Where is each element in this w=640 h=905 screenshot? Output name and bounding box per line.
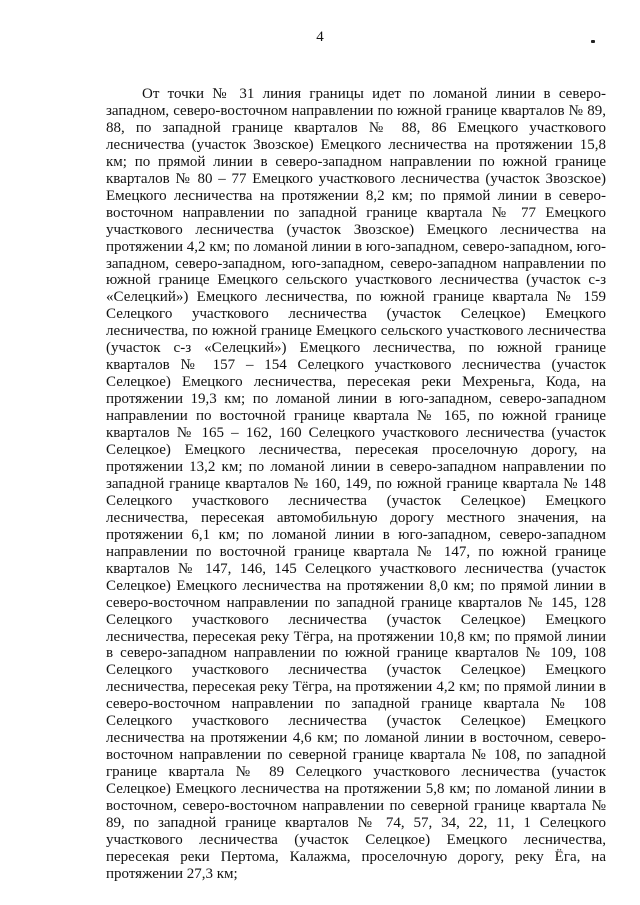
page-number: 4: [316, 29, 324, 45]
scan-mark: [591, 40, 595, 43]
body-paragraph: От точки № 31 линия границы идет по ломаной линии в северо-западном, северо-восточном направлении по южной границе кварталов № 89, 88, по западной границе кварталов № 88, 86 Емецкого участкового лесничества (участок Звозское) Емецкого лесничества на протяжении 15,8 км; по прямой линии в северо-западном направлении по южной границе кварталов № 80 – 77 Емецкого участкового лесничества (участок Звозское) Емецкого лесничества на протяжении 8,2 км; по прямой линии в северо-восточном направлении по западной границе квартала № 77 Емецкого участкового лесничества (участок Звозское) Емецкого лесничества на протяжении 4,2 км; по ломаной линии в юго-западном, северо-западном, юго-западном, северо-западном, юго-западном, северо-западном направлении по южной границе Емецкого сельского участкового лесничества (участок с-з «Селецкий») Емецкого лесничества, по южной границе квартала № 159 Селецкого участкового лесничества (участок Селецкое) Емецкого лесничества, по южной границе Емецкого сельского участкового лесничества (участок с-з «Селецкий») Емецкого лесничества, по южной границе кварталов № 157 – 154 Селецкого участкового лесничества (участок Селецкое) Емецкого лесничества, пересекая реки Мехреньга, Кода, на протяжении 19,3 км; по ломаной линии в юго-западном, северо-западном направлении по восточной границе квартала № 165, по южной границе кварталов № 165 – 162, 160 Селецкого участкового лесничества (участок Селецкое) Емецкого лесничества, пересекая проселочную дорогу, на протяжении 13,2 км; по ломаной линии в северо-западном направлении по западной границе кварталов № 160, 149, по южной границе квартала № 148 Селецкого участкового лесничества (участок Селецкое) Емецкого лесничества, пересекая автомобильную дорогу местного значения, на протяжении 6,1 км; по ломаной линии в юго-западном, северо-западном направлении по восточной границе квартала № 147, по южной границе кварталов № 147, 146, 145 Селецкого участкового лесничества (участок Селецкое) Емецкого лесничества на протяжении 8,0 км; по прямой линии в северо-восточном направлении по западной границе кварталов № 145, 128 Селецкого участкового лесничества (участок Селецкое) Емецкого лесничества, пересекая реку Тёгра, на протяжении 10,8 км; по прямой линии в северо-западном направлении по южной границе кварталов № 109, 108 Селецкого участкового лесничества (участок Селецкое) Емецкого лесничества, пересекая реку Тёгра, на протяжении 4,2 км; по прямой линии в северо-восточном направлении по западной границе квартала № 108 Селецкого участкового лесничества (участок Селецкое) Емецкого лесничества на протяжении 4,6 км; по ломаной линии в восточном, северо-восточном направлении по северной границе квартала № 108, по западной границе квартала № 89 Селецкого участкового лесничества (участок Селецкое) Емецкого лесничества на протяжении 5,8 км; по ломаной линии в восточном, северо-восточном направлении по северной границе квартала № 89, по западной границе кварталов № 74, 57, 34, 22, 11, 1 Селецкого участкового лесничества (участок Селецкое) Емецкого лесничества, пересекая реки Пертома, Калажма, проселочную дорогу, реку Ёга, на протяжении 27,3 км;: [106, 86, 606, 882]
